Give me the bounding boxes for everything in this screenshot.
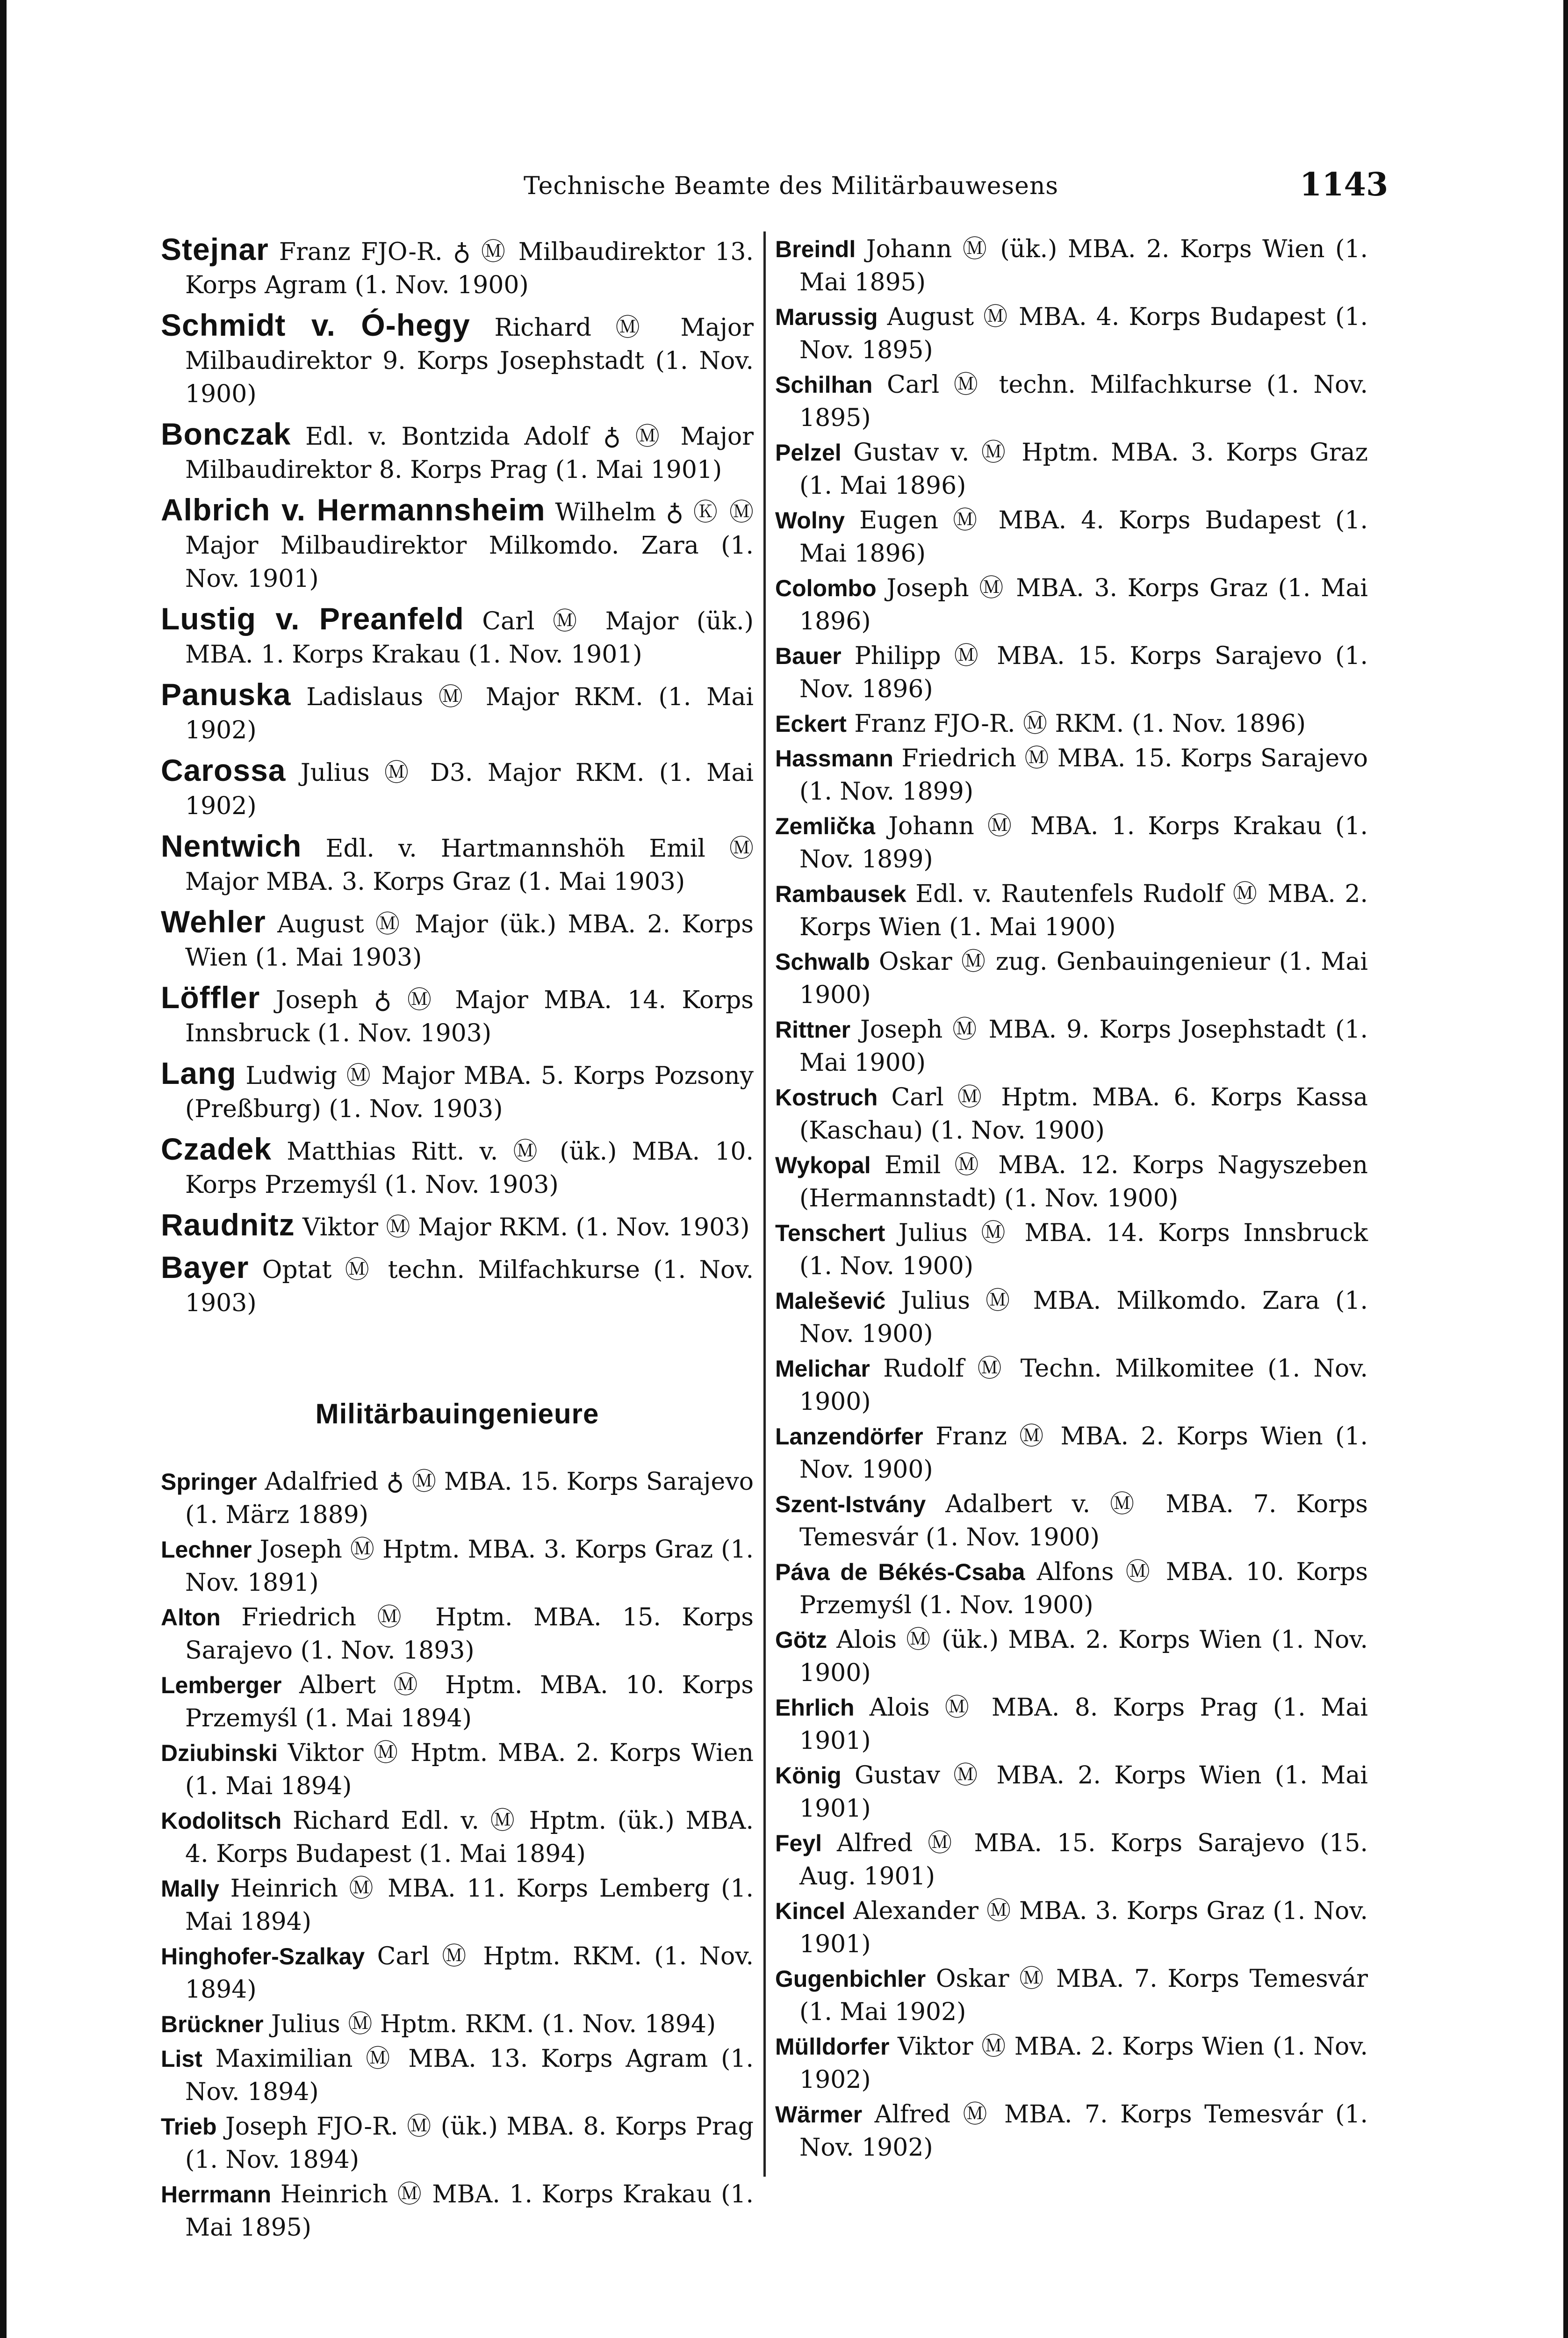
- entry-details: Alois Ⓜ MBA. 8. Korps Prag (1. Mai 1901): [799, 1694, 1368, 1755]
- entry-surname: Stejnar: [161, 232, 269, 267]
- entry-surname: Hinghofer-Szalkay: [161, 1943, 365, 1970]
- entry-surname: Wykopal: [775, 1152, 871, 1178]
- entry-details: Adalbert v. Ⓜ MBA. 7. Korps Temesvár (1. Nov. 1900): [799, 1490, 1368, 1551]
- list-entry: [775, 436, 1368, 503]
- entry-details: Philipp Ⓜ MBA. 15. Korps Sarajevo (1. Nov. 1896): [799, 642, 1368, 703]
- list-entry: [161, 1057, 754, 1126]
- entry-details: August Ⓜ Major (ük.) MBA. 2. Korps Wien (1. Mai 1903): [185, 910, 754, 972]
- entry-details: Johann Ⓜ MBA. 1. Korps Krakau (1. Nov. 1899): [799, 812, 1368, 873]
- entry-details: Matthias Ritt. v. Ⓜ (ük.) MBA. 10. Korps Przemyśl (1. Nov. 1903): [185, 1138, 754, 1199]
- entry-details: Rudolf Ⓜ Techn. Milkomitee (1. Nov. 1900): [799, 1355, 1368, 1416]
- list-entry: [161, 2008, 754, 2041]
- entry-surname: Raudnitz: [161, 1207, 295, 1242]
- list-entry: [161, 981, 754, 1050]
- entry-details: Ladislaus Ⓜ Major RKM. (1. Mai 1902): [185, 683, 754, 744]
- engineers-list: [161, 1465, 754, 2244]
- list-entry: [775, 1556, 1368, 1622]
- list-entry: [775, 1081, 1368, 1147]
- entry-surname: Kincel: [775, 1898, 846, 1924]
- list-entry: [775, 1624, 1368, 1690]
- entry-details: Ludwig Ⓜ Major MBA. 5. Korps Pozsony (Preßburg) (1. Nov. 1903): [185, 1062, 754, 1123]
- list-entry: [161, 2178, 754, 2244]
- entry-details: Gustav Ⓜ MBA. 2. Korps Wien (1. Mai 1901): [799, 1761, 1368, 1823]
- entry-details: Alexander Ⓜ MBA. 3. Korps Graz (1. Nov. 1901): [799, 1897, 1368, 1958]
- entry-details: Heinrich Ⓜ MBA. 1. Korps Krakau (1. Mai 1895): [185, 2180, 754, 2242]
- list-entry: [161, 418, 754, 487]
- entry-surname: Löffler: [161, 980, 260, 1015]
- list-entry: [161, 493, 754, 596]
- entry-surname: Rambausek: [775, 881, 906, 907]
- list-entry: [161, 2042, 754, 2109]
- entry-details: Carl Ⓜ Hptm. RKM. (1. Nov. 1894): [185, 1942, 754, 2004]
- entry-surname: Gugenbichler: [775, 1966, 926, 1992]
- entry-surname: Panuska: [161, 677, 291, 712]
- entry-surname: Szent-Istvány: [775, 1491, 926, 1517]
- entry-details: Richard Edl. v. Ⓜ Hptm. (ük.) MBA. 4. Korps Budapest (1. Mai 1894): [185, 1807, 754, 1868]
- entry-surname: Rittner: [775, 1017, 851, 1043]
- list-entry: [775, 1895, 1368, 1961]
- list-entry: [161, 1251, 754, 1320]
- entry-details: Viktor Ⓜ Hptm. MBA. 2. Korps Wien (1. Mai 1894): [185, 1739, 754, 1800]
- list-entry: [161, 678, 754, 747]
- entry-details: Alfred Ⓜ MBA. 7. Korps Temesvár (1. Nov. 1902): [799, 2100, 1368, 2162]
- list-entry: [775, 504, 1368, 570]
- list-entry: [161, 830, 754, 899]
- list-entry: [161, 2110, 754, 2177]
- list-entry: [775, 1827, 1368, 1893]
- entry-surname: Feyl: [775, 1830, 822, 1856]
- entry-surname: Ehrlich: [775, 1695, 855, 1721]
- entry-details: Johann Ⓜ (ük.) MBA. 2. Korps Wien (1. Mai 1895): [799, 235, 1368, 296]
- scan-edge-right: [1563, 0, 1568, 2338]
- entry-surname: Lemberger: [161, 1672, 282, 1698]
- entry-surname: Czadek: [161, 1132, 272, 1166]
- entry-surname: Wehler: [161, 904, 266, 939]
- entry-surname: Lanzendörfer: [775, 1423, 923, 1450]
- list-entry: [775, 2098, 1368, 2165]
- entry-details: Julius Ⓜ MBA. 14. Korps Innsbruck (1. Nov. 1900): [799, 1219, 1368, 1280]
- list-entry: [775, 810, 1368, 876]
- entry-details: Alfred Ⓜ MBA. 15. Korps Sarajevo (15. Aug. 1901): [799, 1829, 1368, 1891]
- entry-surname: Mülldorfer: [775, 2034, 890, 2060]
- entry-surname: Páva de Békés-Csaba: [775, 1559, 1025, 1585]
- entry-details: Optat Ⓜ techn. Milfachkurse (1. Nov. 1903): [185, 1256, 754, 1317]
- entry-details: Heinrich Ⓜ MBA. 11. Korps Lemberg (1. Mai 1894): [185, 1875, 754, 1936]
- list-entry: [775, 1420, 1368, 1487]
- entry-surname: Schmidt v. Ó-hegy: [161, 308, 470, 342]
- entry-details: Emil Ⓜ MBA. 12. Korps Nagyszeben (Hermannstadt) (1. Nov. 1900): [799, 1151, 1368, 1212]
- running-head: Technische Beamte des Militärbauwesens: [524, 172, 1059, 200]
- entry-surname: König: [775, 1762, 842, 1789]
- entry-details: Joseph ♁ Ⓜ Major MBA. 14. Korps Innsbruck (1. Nov. 1903): [185, 986, 754, 1047]
- entry-surname: Götz: [775, 1627, 827, 1653]
- entry-details: Viktor Ⓜ Major RKM. (1. Nov. 1903): [295, 1213, 750, 1241]
- entry-details: Richard Ⓜ Major Milbaudirektor 9. Korps Josephstadt (1. Nov. 1900): [185, 314, 754, 408]
- entry-surname: Kodolitsch: [161, 1808, 282, 1834]
- list-entry: [775, 640, 1368, 706]
- entry-surname: List: [161, 2046, 202, 2072]
- page-number: 1143: [1300, 166, 1388, 203]
- entry-details: Carl Ⓜ Major (ük.) MBA. 1. Korps Krakau (1. Nov. 1901): [185, 607, 754, 669]
- list-entry: [775, 1691, 1368, 1758]
- entry-details: Alois Ⓜ (ük.) MBA. 2. Korps Wien (1. Nov. 1900): [799, 1626, 1368, 1687]
- entry-details: Julius Ⓜ Hptm. RKM. (1. Nov. 1894): [263, 2010, 716, 2038]
- entry-details: Viktor Ⓜ MBA. 2. Korps Wien (1. Nov. 1902): [799, 2033, 1368, 2094]
- list-entry: [775, 368, 1368, 435]
- list-entry: [775, 742, 1368, 808]
- list-entry: [161, 309, 754, 411]
- right-column: [775, 233, 1368, 2166]
- entry-surname: Marussig: [775, 304, 878, 330]
- entry-details: Joseph FJO-R. Ⓜ (ük.) MBA. 8. Korps Prag (1. Nov. 1894): [185, 2113, 754, 2174]
- list-entry: [161, 1208, 754, 1244]
- entry-surname: Brückner: [161, 2011, 264, 2037]
- entry-surname: Albrich v. Hermannsheim: [161, 492, 546, 527]
- entry-surname: Bonczak: [161, 417, 291, 451]
- list-entry: [161, 1465, 754, 1532]
- list-entry: [775, 572, 1368, 638]
- entry-details: Joseph Ⓜ MBA. 3. Korps Graz (1. Mai 1896): [799, 574, 1368, 635]
- list-entry: [161, 1669, 754, 1735]
- entry-details: Eugen Ⓜ MBA. 4. Korps Budapest (1. Mai 1896): [799, 506, 1368, 568]
- entry-surname: Melichar: [775, 1356, 870, 1382]
- entry-details: Adalfried ♁ Ⓜ MBA. 15. Korps Sarajevo (1. März 1889): [185, 1468, 754, 1529]
- entry-details: Oskar Ⓜ zug. Genbauingenieur (1. Mai 1900): [799, 948, 1368, 1009]
- entry-surname: Lang: [161, 1056, 237, 1090]
- entry-details: Carl Ⓜ Hptm. MBA. 6. Korps Kassa (Kaschau) (1. Nov. 1900): [799, 1083, 1368, 1145]
- entry-surname: Bauer: [775, 643, 842, 669]
- senior-officers-list: [161, 233, 754, 1320]
- list-entry: [161, 1533, 754, 1600]
- entry-surname: Wolny: [775, 507, 845, 534]
- entry-details: Joseph Ⓜ MBA. 9. Korps Josephstadt (1. Mai 1900): [799, 1016, 1368, 1077]
- list-entry: [161, 1737, 754, 1803]
- entry-details: Oskar Ⓜ MBA. 7. Korps Temesvár (1. Mai 1902): [799, 1965, 1368, 2026]
- entry-details: Joseph Ⓜ Hptm. MBA. 3. Korps Graz (1. Nov. 1891): [185, 1536, 754, 1597]
- column-divider: [763, 231, 766, 2177]
- scan-edge-left: [0, 0, 7, 2338]
- list-entry: [775, 1488, 1368, 1554]
- entry-surname: Tenschert: [775, 1220, 885, 1246]
- entry-surname: Malešević: [775, 1288, 886, 1314]
- list-entry: [775, 301, 1368, 367]
- list-entry: [775, 1149, 1368, 1215]
- list-entry: [775, 878, 1368, 944]
- list-entry: [775, 1217, 1368, 1283]
- list-entry: [161, 1940, 754, 2006]
- list-entry: [775, 1013, 1368, 1080]
- entry-surname: Bayer: [161, 1250, 249, 1284]
- left-column: [161, 233, 754, 2246]
- entry-details: Franz FJO-R. ♁ Ⓜ Milbaudirektor 13. Korps Agram (1. Nov. 1900): [185, 238, 754, 299]
- section-heading: Militärbauingenieure: [315, 1398, 599, 1429]
- entry-details: August Ⓜ MBA. 4. Korps Budapest (1. Nov. 1895): [799, 303, 1368, 364]
- entry-surname: Nentwich: [161, 829, 302, 863]
- list-entry: [775, 1963, 1368, 2029]
- list-entry: [775, 707, 1368, 741]
- entry-details: Maximilian Ⓜ MBA. 13. Korps Agram (1. Nov. 1894): [185, 2045, 754, 2106]
- list-entry: [775, 233, 1368, 299]
- entry-surname: Breindl: [775, 236, 856, 262]
- entry-details: Julius Ⓜ MBA. Milkomdo. Zara (1. Nov. 1900): [799, 1287, 1368, 1348]
- entry-surname: Pelzel: [775, 440, 842, 466]
- list-entry: [161, 1872, 754, 1939]
- list-entry: [775, 2030, 1368, 2097]
- entry-surname: Lustig v. Preanfeld: [161, 601, 464, 636]
- entry-surname: Eckert: [775, 711, 847, 737]
- list-entry: [161, 905, 754, 974]
- entry-details: Gustav v. Ⓜ Hptm. MBA. 3. Korps Graz (1. Mai 1896): [799, 439, 1368, 500]
- entry-surname: Wärmer: [775, 2101, 863, 2128]
- entry-details: Albert Ⓜ Hptm. MBA. 10. Korps Przemyśl (1. Mai 1894): [185, 1671, 754, 1732]
- entry-surname: Lechner: [161, 1537, 252, 1563]
- entry-surname: Alton: [161, 1604, 221, 1631]
- entry-details: Edl. v. Bontzida Adolf ♁ Ⓜ Major Milbaudirektor 8. Korps Prag (1. Mai 1901): [185, 423, 754, 484]
- list-entry: [161, 1601, 754, 1667]
- entry-surname: Hassmann: [775, 745, 893, 772]
- entry-details: Franz Ⓜ MBA. 2. Korps Wien (1. Nov. 1900): [799, 1422, 1368, 1484]
- list-entry: [161, 602, 754, 671]
- entry-surname: Zemlička: [775, 813, 876, 839]
- list-entry: [775, 1759, 1368, 1826]
- entry-details: Edl. v. Hartmannshöh Emil Ⓜ Major MBA. 3. Korps Graz (1. Mai 1903): [185, 835, 754, 896]
- list-entry: [775, 945, 1368, 1012]
- entry-surname: Herrmann: [161, 2181, 272, 2208]
- entry-surname: Colombo: [775, 575, 877, 601]
- entry-surname: Springer: [161, 1469, 257, 1495]
- list-entry: [161, 1804, 754, 1871]
- entry-surname: Carossa: [161, 753, 286, 787]
- entry-details: Friedrich Ⓜ Hptm. MBA. 15. Korps Sarajevo (1. Nov. 1893): [185, 1603, 754, 1665]
- entry-surname: Mally: [161, 1876, 220, 1902]
- entry-details: Edl. v. Rautenfels Rudolf Ⓜ MBA. 2. Korps Wien (1. Mai 1900): [799, 880, 1368, 941]
- entry-surname: Kostruch: [775, 1084, 878, 1111]
- entry-surname: Trieb: [161, 2114, 217, 2140]
- entry-details: Carl Ⓜ techn. Milfachkurse (1. Nov. 1895): [799, 371, 1368, 432]
- entry-surname: Schilhan: [775, 372, 873, 398]
- entry-details: Wilhelm ♁ Ⓚ Ⓜ Major Milbaudirektor Milkomdo. Zara (1. Nov. 1901): [185, 498, 754, 593]
- entry-surname: Dziubinski: [161, 1740, 278, 1766]
- entry-details: Julius Ⓜ D3. Major RKM. (1. Mai 1902): [185, 759, 754, 820]
- entry-surname: Schwalb: [775, 949, 870, 975]
- list-entry: [775, 1284, 1368, 1351]
- list-entry: [161, 1133, 754, 1202]
- list-entry: [161, 233, 754, 302]
- entry-details: Friedrich Ⓜ MBA. 15. Korps Sarajevo (1. Nov. 1899): [799, 744, 1368, 806]
- list-entry: [161, 754, 754, 823]
- entry-details: Alfons Ⓜ MBA. 10. Korps Przemyśl (1. Nov. 1900): [799, 1558, 1368, 1619]
- list-entry: [775, 1352, 1368, 1419]
- entry-details: Franz FJO-R. Ⓜ RKM. (1. Nov. 1896): [846, 710, 1306, 738]
